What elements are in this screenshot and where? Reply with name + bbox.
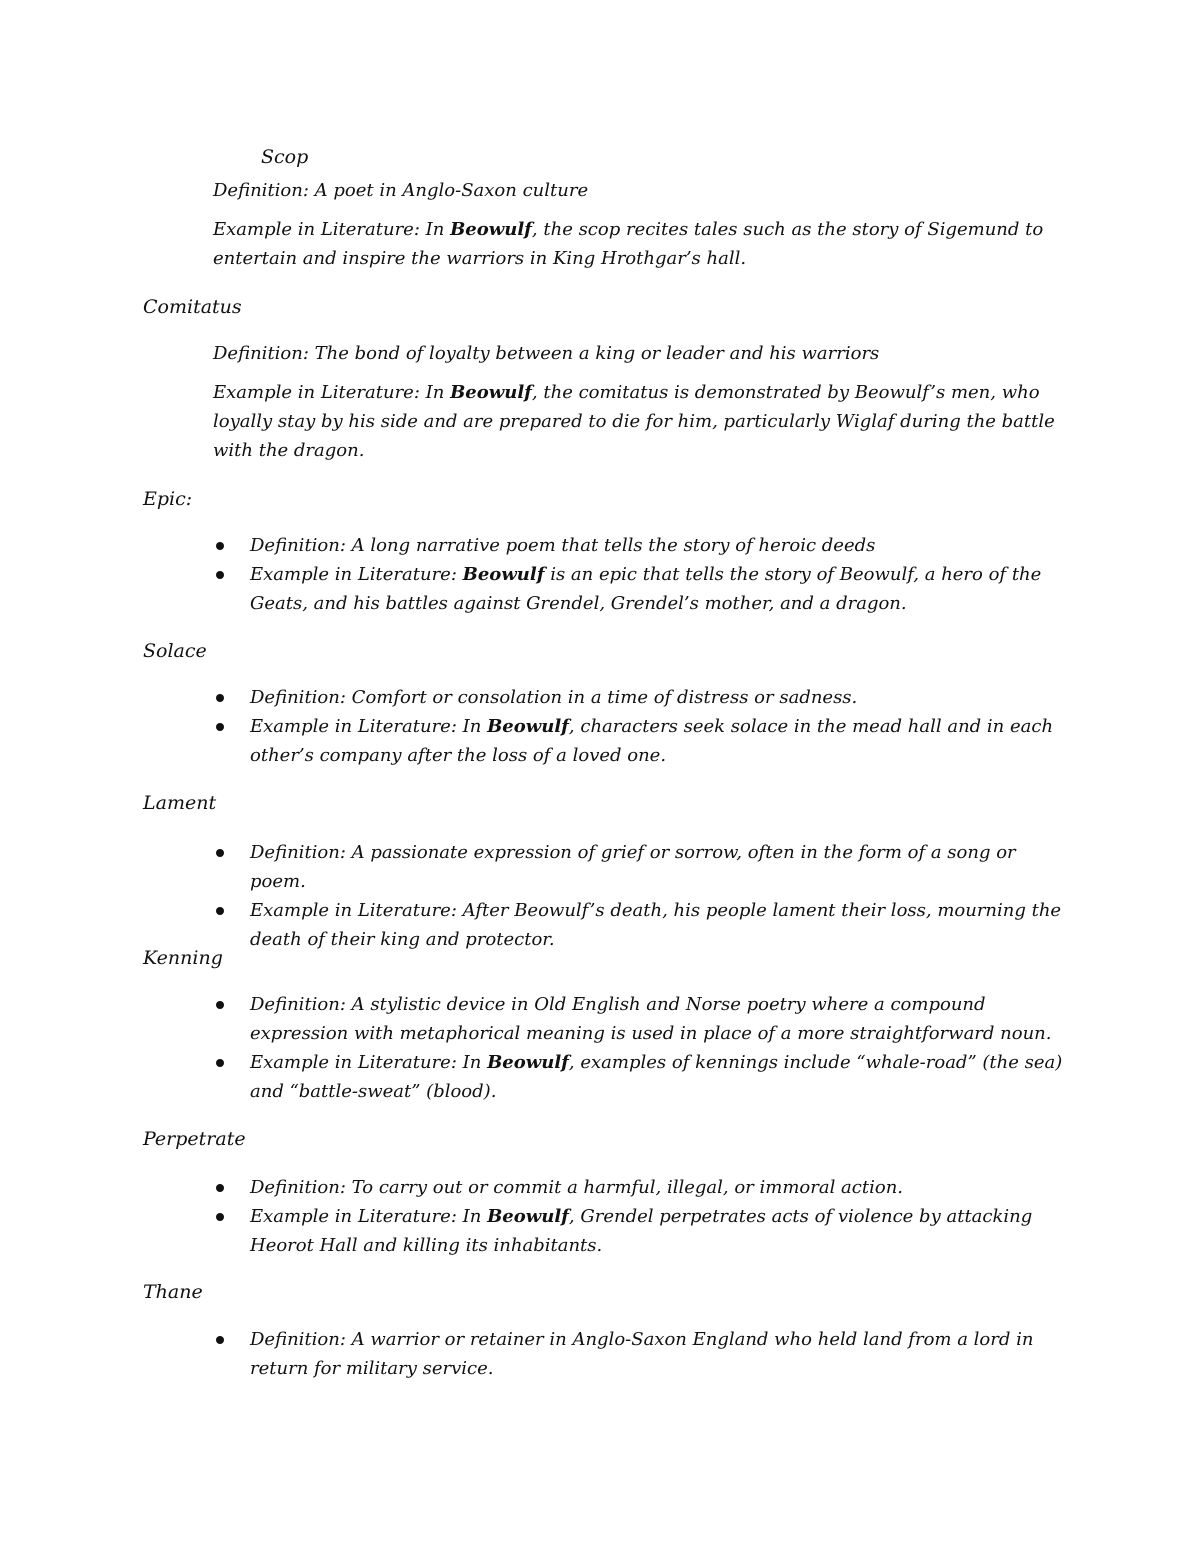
- example-label: Example in Literature:: [250, 1206, 457, 1227]
- work-title: Beowulf: [450, 382, 532, 403]
- example-text-post: , examples of kennings include “whale-road” (the sea) and “battle-sweat” (blood).: [250, 1052, 1063, 1102]
- example-text-pre: In: [462, 1052, 488, 1073]
- definition-text: To carry out or commit a harmful, illegal, or immoral action.: [351, 1177, 904, 1198]
- list-item: [213, 1173, 1073, 1202]
- definition-label: Definition:: [250, 535, 346, 556]
- definition-text: A passionate expression of grief or sorrow, often in the form of a song or poem.: [250, 842, 1016, 892]
- definition-label: Definition:: [213, 343, 309, 364]
- term-heading-solace: Solace: [143, 640, 207, 662]
- bullet-icon: [216, 1336, 224, 1344]
- bullet-icon: [216, 907, 224, 915]
- example-text-pre: After Beowulf’s death, his people lament their loss, mourning the death of their king and protector.: [250, 900, 1062, 950]
- list-item: [213, 712, 1073, 770]
- list-item: [213, 683, 1073, 712]
- bullet-icon: [216, 723, 224, 731]
- example-label: Example in Literature:: [250, 1052, 457, 1073]
- list-item: [213, 896, 1073, 954]
- scop-definition: [213, 176, 1063, 205]
- kenning-bullet-list: [213, 990, 1073, 1106]
- example-label: Example in Literature:: [213, 219, 420, 240]
- example-text-pre: In: [462, 716, 488, 737]
- list-item: [213, 531, 1073, 560]
- bullet-icon: [216, 571, 224, 579]
- definition-text: A long narrative poem that tells the story of heroic deeds: [351, 535, 876, 556]
- term-heading-comitatus: Comitatus: [143, 296, 242, 318]
- work-title: Beowulf: [450, 219, 532, 240]
- example-text-post: , the scop recites tales such as the story of Sigemund to entertain and inspire the warriors in King Hrothgar’s hall.: [213, 219, 1044, 269]
- bullet-icon: [216, 542, 224, 550]
- definition-label: Definition:: [250, 842, 346, 863]
- lament-bullet-list: [213, 838, 1073, 954]
- solace-bullet-list: [213, 683, 1073, 770]
- term-heading-perpetrate: Perpetrate: [143, 1128, 246, 1150]
- example-label: Example in Literature:: [250, 564, 457, 585]
- list-item: [213, 1325, 1073, 1383]
- perpetrate-bullet-list: [213, 1173, 1073, 1260]
- epic-bullet-list: [213, 531, 1073, 618]
- bullet-icon: [216, 1213, 224, 1221]
- list-item: [213, 560, 1073, 618]
- definition-label: Definition:: [250, 994, 346, 1015]
- bullet-icon: [216, 1184, 224, 1192]
- term-heading-thane: Thane: [143, 1281, 203, 1303]
- work-title: Beowulf: [487, 716, 569, 737]
- term-heading-lament: Lament: [143, 792, 217, 814]
- definition-text: A warrior or retainer in Anglo-Saxon England who held land from a lord in return for military service.: [250, 1329, 1034, 1379]
- term-heading-kenning: Kenning: [143, 947, 223, 969]
- definition-text: A poet in Anglo-Saxon culture: [314, 180, 589, 201]
- work-title: Beowulf: [487, 1052, 569, 1073]
- comitatus-example: [213, 378, 1063, 465]
- definition-label: Definition:: [250, 1329, 346, 1350]
- definition-text: Comfort or consolation in a time of distress or sadness.: [351, 687, 858, 708]
- work-title: Beowulf: [462, 564, 545, 585]
- bullet-icon: [216, 1059, 224, 1067]
- list-item: [213, 1202, 1073, 1260]
- definition-text: The bond of loyalty between a king or leader and his warriors: [314, 343, 880, 364]
- example-label: Example in Literature:: [250, 716, 457, 737]
- definition-text: A stylistic device in Old English and Norse poetry where a compound expression with metaphorical meaning is used in place of a more straightforward noun.: [250, 994, 1052, 1044]
- list-item: [213, 838, 1073, 896]
- term-heading-epic: Epic:: [143, 488, 193, 510]
- example-text-pre: In: [425, 219, 451, 240]
- thane-bullet-list: [213, 1325, 1073, 1383]
- list-item: [213, 1048, 1073, 1106]
- list-item: [213, 990, 1073, 1048]
- bullet-icon: [216, 694, 224, 702]
- example-text-post: , characters seek solace in the mead hall and in each other’s company after the loss of a loved one.: [250, 716, 1054, 766]
- example-label: Example in Literature:: [213, 382, 420, 403]
- example-label: Example in Literature:: [250, 900, 457, 921]
- work-title: Beowulf: [487, 1206, 569, 1227]
- example-text-post: is an epic that tells the story of Beowulf, a hero of the Geats, and his battles against Grendel, Grendel’s mother, and a dragon.: [250, 564, 1042, 614]
- comitatus-definition: [213, 339, 1063, 368]
- definition-label: Definition:: [250, 1177, 346, 1198]
- example-text-post: , the comitatus is demonstrated by Beowulf’s men, who loyally stay by his side and are prepared to die for him, particularly Wiglaf during the battle with the dragon.: [213, 382, 1055, 461]
- scop-example: [213, 215, 1063, 273]
- definition-label: Definition:: [213, 180, 309, 201]
- example-text-pre: In: [425, 382, 451, 403]
- bullet-icon: [216, 849, 224, 857]
- term-heading-scop: Scop: [261, 146, 309, 168]
- example-text-post: , Grendel perpetrates acts of violence by attacking Heorot Hall and killing its inhabitants.: [250, 1206, 1033, 1256]
- bullet-icon: [216, 1001, 224, 1009]
- example-text-pre: In: [462, 1206, 488, 1227]
- definition-label: Definition:: [250, 687, 346, 708]
